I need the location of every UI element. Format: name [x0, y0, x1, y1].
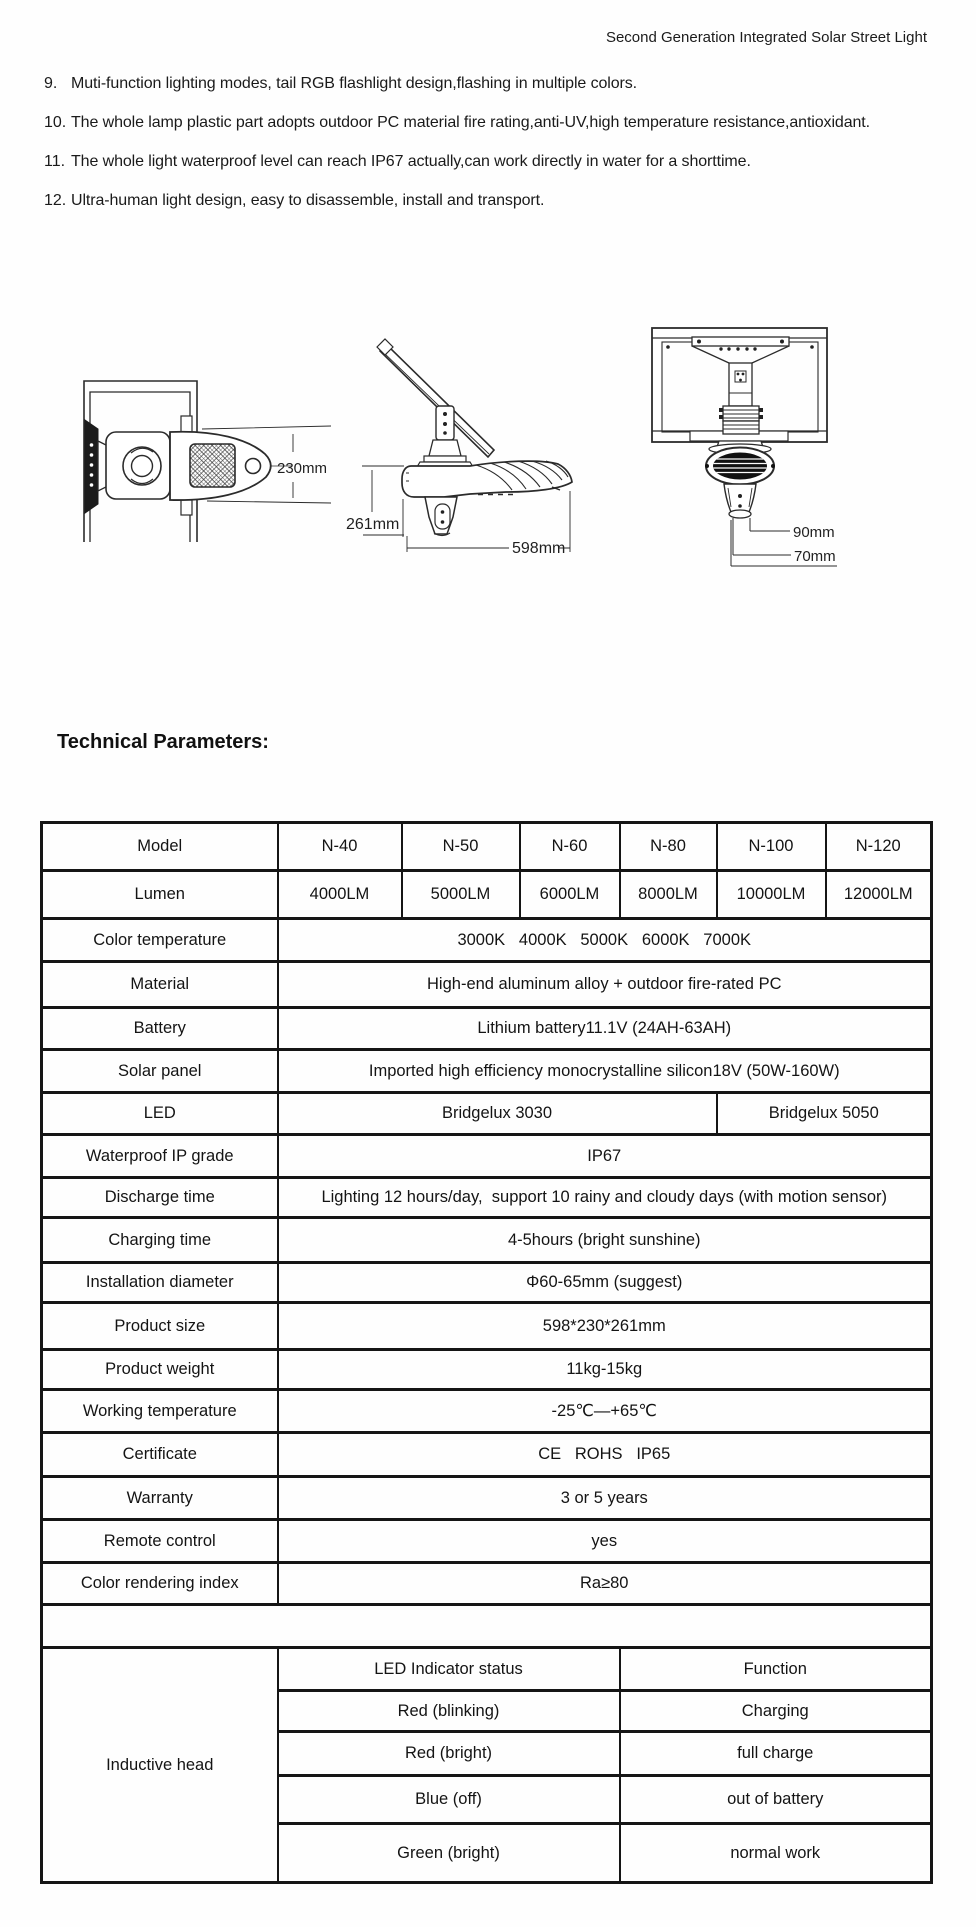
feature-item-10 — [44, 113, 966, 133]
indicator-function-header: Function — [620, 1648, 932, 1691]
feature-item-9 — [44, 74, 966, 94]
row-value: Φ60-65mm (suggest) — [278, 1263, 932, 1303]
feature-item-12 — [44, 191, 966, 211]
top-view-drawing — [84, 381, 331, 542]
row-label: Solar panel — [42, 1050, 278, 1093]
technical-parameters-heading: Technical Parameters: — [57, 731, 269, 753]
indicator-function-cell: full charge — [620, 1732, 932, 1776]
led-right-cell: Bridgelux 5050 — [717, 1093, 932, 1135]
row-value: 4-5hours (bright sunshine) — [278, 1218, 932, 1263]
indicator-status-cell: Red (blinking) — [278, 1691, 620, 1732]
lumen-cell: 8000LM — [620, 871, 717, 919]
table-row — [42, 1135, 932, 1178]
lumen-cell: 12000LM — [826, 871, 932, 919]
row-value: Imported high efficiency monocrystalline silicon18V (50W-160W) — [278, 1050, 932, 1093]
table-row — [42, 1350, 932, 1390]
dim-side-length-label: 598mm — [512, 540, 566, 557]
feature-list — [44, 74, 966, 230]
lumen-cell: 5000LM — [402, 871, 520, 919]
table-row — [42, 1008, 932, 1050]
row-value: -25℃—+65℃ — [278, 1390, 932, 1433]
technical-parameters-table — [40, 821, 933, 1884]
table-row — [42, 1563, 932, 1605]
row-label: Battery — [42, 1008, 278, 1050]
table-row — [42, 919, 932, 962]
table-row — [42, 871, 932, 919]
empty-spacer-cell — [42, 1605, 932, 1648]
model-cell: N-120 — [826, 823, 932, 871]
row-value: 11kg-15kg — [278, 1350, 932, 1390]
indicator-function-cell: normal work — [620, 1824, 932, 1883]
row-label: Product size — [42, 1303, 278, 1350]
feature-text: Ultra-human light design, easy to disassemble, install and transport. — [71, 192, 545, 209]
table-row-empty — [42, 1605, 932, 1648]
rear-view-drawing — [652, 328, 837, 566]
dim-side-height-label: 261mm — [346, 516, 400, 533]
indicator-header-row — [42, 1648, 932, 1691]
feature-number: 12. — [44, 192, 67, 209]
model-cell: N-80 — [620, 823, 717, 871]
row-value: High-end aluminum alloy + outdoor fire-rated PC — [278, 962, 932, 1008]
row-label: Color temperature — [42, 919, 278, 962]
inductive-head-label: Inductive head — [42, 1648, 278, 1883]
table-row — [42, 962, 932, 1008]
table-row — [42, 823, 932, 871]
row-value: yes — [278, 1520, 932, 1563]
model-cell: N-50 — [402, 823, 520, 871]
dim-pole-inner-label: 70mm — [794, 548, 836, 565]
table-row — [42, 1218, 932, 1263]
row-label: Certificate — [42, 1433, 278, 1477]
feature-text: The whole lamp plastic part adopts outdoor PC material fire rating,anti-UV,high temperature resistance,antioxidant. — [71, 114, 871, 131]
feature-text: The whole light waterproof level can reach IP67 actually,can work directly in water for a shorttime. — [71, 153, 751, 170]
feature-number: 11. — [44, 153, 66, 170]
table-row-led — [42, 1093, 932, 1135]
row-label: Warranty — [42, 1477, 278, 1520]
row-label: Charging time — [42, 1218, 278, 1263]
model-cell: N-100 — [717, 823, 826, 871]
indicator-status-cell: Green (bright) — [278, 1824, 620, 1883]
indicator-status-cell: Red (bright) — [278, 1732, 620, 1776]
model-cell: N-60 — [520, 823, 620, 871]
product-dimension-drawings — [0, 250, 976, 580]
table-row — [42, 1520, 932, 1563]
feature-number: 10. — [44, 114, 67, 131]
row-label: Product weight — [42, 1350, 278, 1390]
row-value: 598*230*261mm — [278, 1303, 932, 1350]
row-label: Installation diameter — [42, 1263, 278, 1303]
led-left-cell: Bridgelux 3030 — [278, 1093, 717, 1135]
table-row — [42, 1433, 932, 1477]
row-value: Ra≥80 — [278, 1563, 932, 1605]
row-value: CE ROHS IP65 — [278, 1433, 932, 1477]
indicator-function-cell: out of battery — [620, 1776, 932, 1824]
row-label: Remote control — [42, 1520, 278, 1563]
model-cell: N-40 — [278, 823, 402, 871]
row-label: Waterproof IP grade — [42, 1135, 278, 1178]
lumen-cell: 10000LM — [717, 871, 826, 919]
table-row — [42, 1303, 932, 1350]
table-row — [42, 1263, 932, 1303]
feature-number: 9. — [44, 75, 58, 92]
feature-text: Muti-function lighting modes, tail RGB flashlight design,flashing in multiple colors. — [71, 75, 638, 92]
lumen-cell: 4000LM — [278, 871, 402, 919]
indicator-function-cell: Charging — [620, 1691, 932, 1732]
row-label: Discharge time — [42, 1178, 278, 1218]
indicator-status-cell: Blue (off) — [278, 1776, 620, 1824]
row-label: Working temperature — [42, 1390, 278, 1433]
row-label-led: LED — [42, 1093, 278, 1135]
dim-pole-outer-label: 90mm — [793, 524, 835, 541]
table-row — [42, 1050, 932, 1093]
dim-top-view-height-label: 230mm — [277, 460, 328, 477]
row-label-model: Model — [42, 823, 278, 871]
table-row — [42, 1178, 932, 1218]
table-row — [42, 1477, 932, 1520]
row-value: Lithium battery11.1V (24AH-63AH) — [278, 1008, 932, 1050]
indicator-status-header: LED Indicator status — [278, 1648, 620, 1691]
page-header-title: Second Generation Integrated Solar Street Light — [605, 29, 927, 46]
row-label: Material — [42, 962, 278, 1008]
lumen-cell: 6000LM — [520, 871, 620, 919]
row-value: Lighting 12 hours/day, support 10 rainy and cloudy days (with motion sensor) — [278, 1178, 932, 1218]
row-value: 3000K 4000K 5000K 6000K 7000K — [278, 919, 932, 962]
table-row — [42, 1390, 932, 1433]
row-label: Color rendering index — [42, 1563, 278, 1605]
row-label-lumen: Lumen — [42, 871, 278, 919]
feature-item-11 — [44, 152, 966, 172]
row-value: 3 or 5 years — [278, 1477, 932, 1520]
side-view-drawing — [346, 339, 572, 557]
row-value: IP67 — [278, 1135, 932, 1178]
